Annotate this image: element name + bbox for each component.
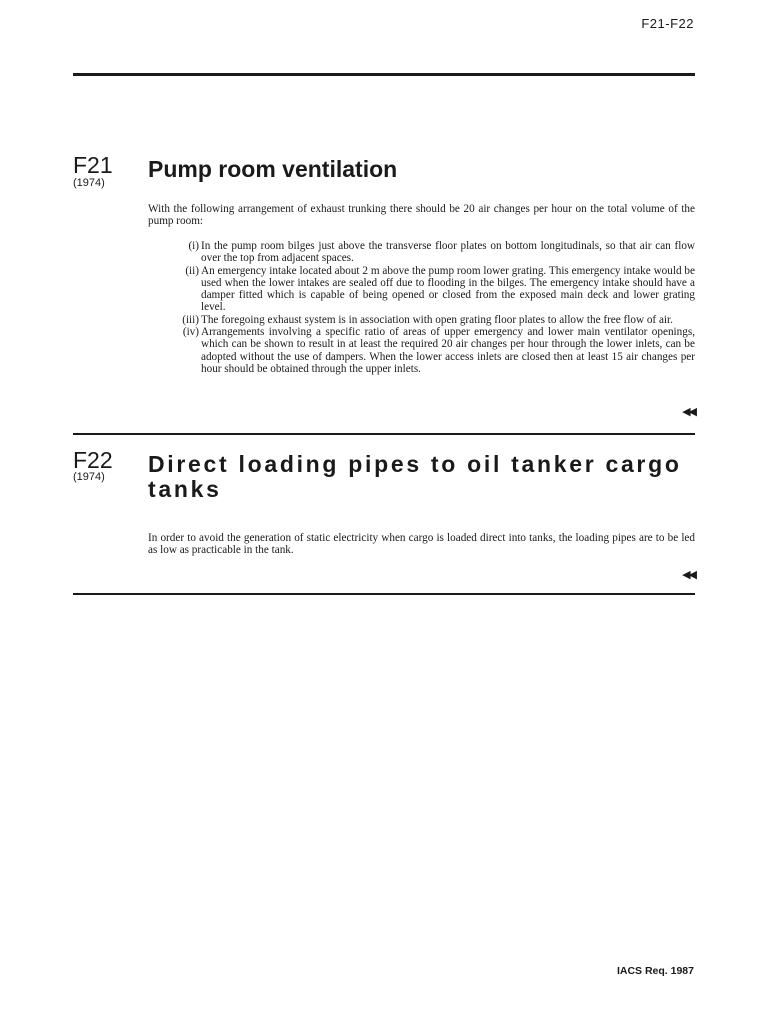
page-header-code [641,16,694,38]
ventilation-list [148,240,695,375]
top-rule [73,73,695,76]
section-body-f22: In order to avoid the generation of static electricity when cargo is loaded direct into tanks, the loading pipes are to be led as low as practicable in the tank. [148,532,695,557]
end-mark-f22: ◀◀ [682,568,695,581]
page-footer: IACS Req. 1987 [616,965,694,977]
section-title-f22-line1: Direct loading pipes to oil tanker cargo [148,451,682,477]
section-year-f22: (1974) [73,471,105,483]
section-divider-rule [73,433,695,435]
list-item-text: Arrangements involving a specific ratio of areas of upper emergency and lower main ventilator openings, which can be shown to result in at least the required 20 air changes per hour through the lower inlets, can be adopted without the use of dampers. When the lower access inlets are closed then at least 15 air changes per hour should be obtained through the upper inlets. [201,326,695,375]
list-item-text: An emergency intake located about 2 m above the pump room lower grating. This emergency intake would be used when the lower intakes are sealed off due to flooding in the bilges. The emergency intake should have a damper fitted which is capable of being opened or closed from the exposed main deck and lower grating level. [201,264,695,314]
section-title-f22 [148,452,695,502]
list-item [148,265,695,314]
section-code-f21: F21 [73,152,113,178]
list-item [148,326,695,375]
section-title-f21: Pump room ventilation [148,156,398,182]
list-item [148,240,695,265]
list-item-number: (ii) [185,264,199,277]
section-title-f22-line2: tanks [148,476,222,502]
list-item-text: In the pump room bilges just above the transverse floor plates on bottom longitudinals, so that air can flow over the top from adjacent spaces. [201,240,695,265]
section-intro-f21: With the following arrangement of exhaust trunking there should be 20 air changes per hour on the total volume of the pump room: [148,203,695,228]
list-item-text: The foregoing exhaust system is in association with open grating floor plates to allow the free flow of air. [201,313,673,326]
list-item-number: (iv) [182,326,199,339]
header-code-text: F21-F22 [641,16,694,31]
section-year-f21: (1974) [73,177,105,189]
list-item-number: (i) [188,240,199,252]
section-code-f22: F22 [73,447,113,473]
bottom-rule [73,593,695,595]
list-item [148,314,695,326]
list-item-number: (iii) [182,313,199,326]
end-mark-f21: ◀◀ [682,405,695,418]
